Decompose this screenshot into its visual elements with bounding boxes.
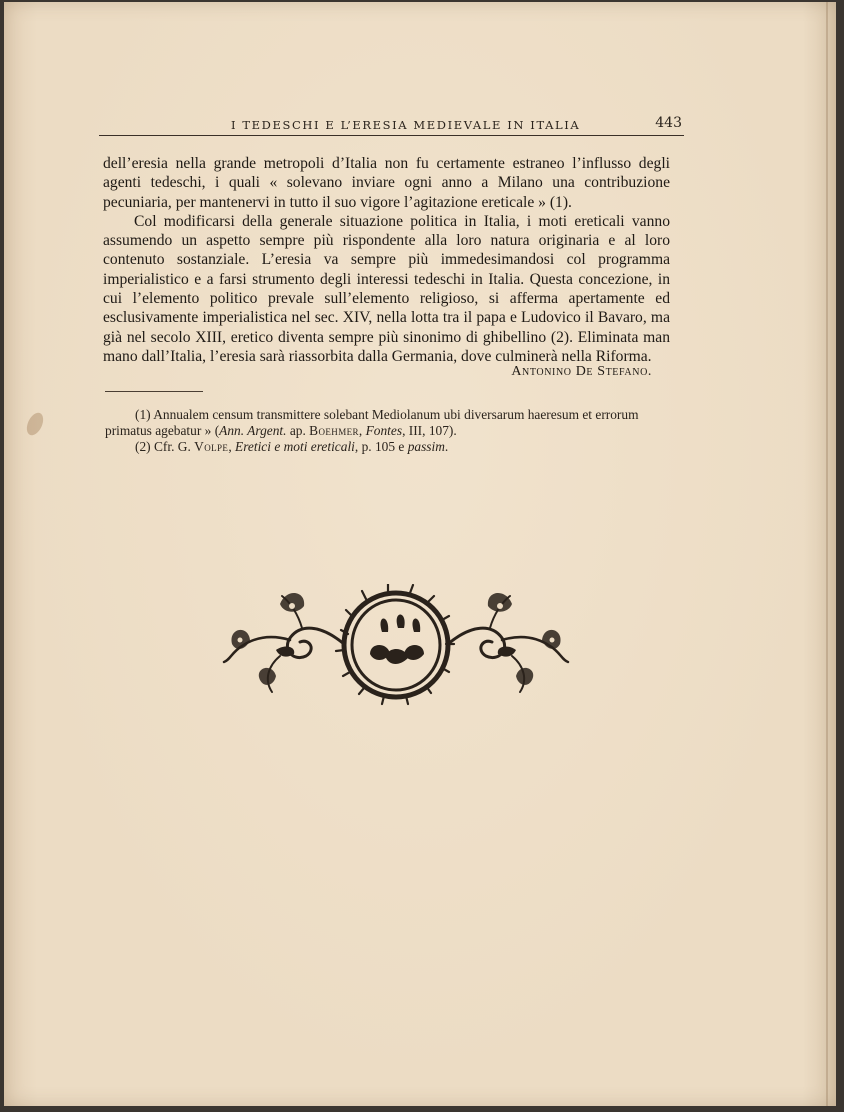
author-signature: Antonino De Stefano.: [511, 364, 652, 379]
footnote-text: ,: [228, 439, 236, 454]
footnote-text: .: [444, 439, 449, 454]
footnote-italic: passim: [407, 439, 445, 454]
footnote-text: , p. 105 e: [354, 439, 408, 454]
page-header: [99, 115, 684, 136]
footnote-rule: [105, 391, 203, 392]
footnote-italic: Fontes: [365, 423, 403, 438]
book-page: [4, 2, 836, 1106]
paragraph: Col modificarsi della generale situazione politica in Italia, i moti ereticali vanno assumendo un aspetto sempre più rispondente alla loro natura originaria e al loro contenuto sostanziale. L’eresia va sempre più immedesimandosi col programma imperialistico e a farsi strumento degli interessi tedeschi in Italia. Questa concezione, in cui l’elemento politico prevale sull’elemento religioso, si afferma apertamente ed esclusivamente imperialistica nel sec. XIV, nella lotta tra il papa e Ludovico il Bavaro, ma già nel secolo XIII, eretico diventa sempre più sinonimo di ghibellino (2). Eliminata man mano dall’Italia, l’eresia sarà riassorbita dalla Germania, dove culminerà nella Riforma.: [103, 212, 670, 365]
footnote-text: Annualem censum transmittere solebant Mediolanum ubi diversarum haeresum et errorum primatus agebatur » (: [105, 407, 639, 438]
floral-vignette-icon: [220, 584, 572, 706]
footnote-italic: Eretici e moti ereticali: [235, 439, 355, 454]
footnote-italic: Ann. Argent.: [219, 423, 287, 438]
footnote-author: Boehmer: [309, 423, 359, 438]
footnote-author: Volpe: [194, 439, 229, 454]
page-edge: [826, 2, 828, 1106]
main-text: [103, 154, 670, 366]
footnotes: [105, 407, 645, 455]
footnote-marker: (1): [135, 407, 151, 422]
running-head: I TEDESCHI E L’ERESIA MEDIEVALE IN ITALIA: [231, 118, 581, 132]
footnote-text: , III, 107).: [402, 423, 457, 438]
footnote-marker: (2): [135, 439, 151, 454]
footnote-2: [105, 439, 645, 455]
page-number: 443: [655, 115, 682, 131]
footnote-text: Cfr. G.: [153, 439, 195, 454]
footnote-text: ap.: [286, 423, 310, 438]
paper-stain: [24, 410, 47, 438]
footnote-text: ,: [358, 423, 366, 438]
paragraph: dell’eresia nella grande metropoli d’Italia non fu certamente estraneo l’influsso degli agenti tedeschi, i quali « solevano inviare ogni anno a Milano una contribuzione pecuniaria, per mantenervi in tutto il suo vigore l’agitazione ereticale » (1).: [103, 155, 670, 211]
footnote-1: [105, 407, 645, 439]
